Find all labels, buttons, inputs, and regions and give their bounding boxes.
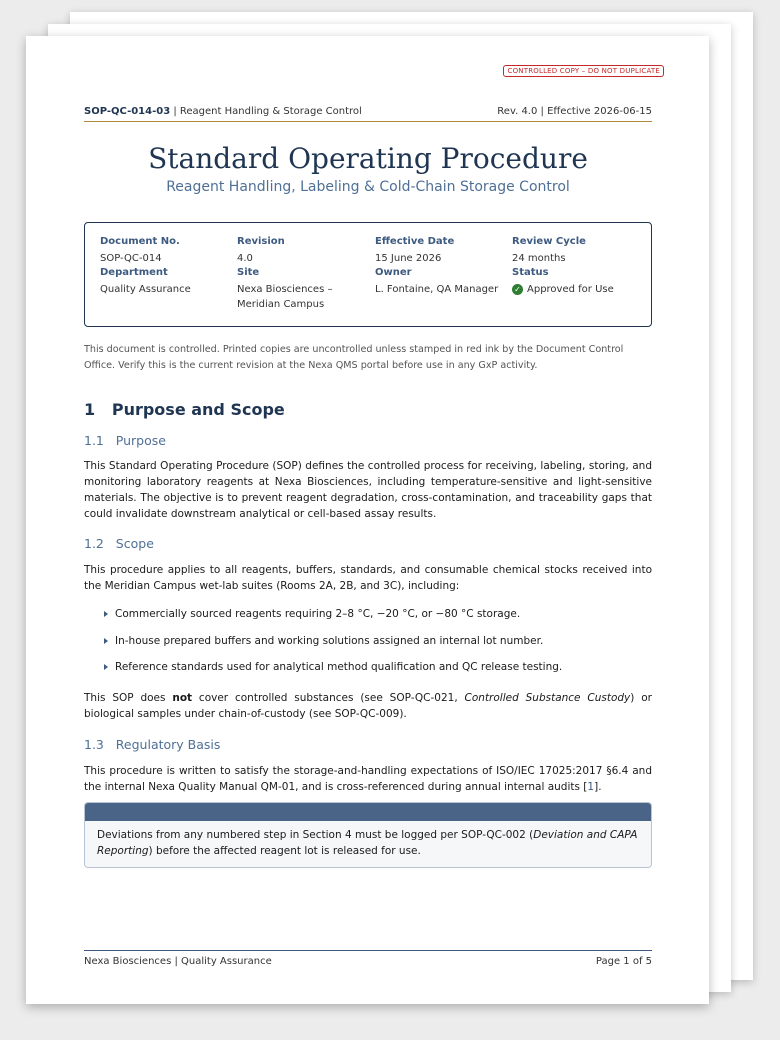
section-1-1-heading: 1.1 Purpose [84,433,166,448]
callout-text [85,821,651,865]
section-1-2-heading: 1.2 Scope [84,536,154,551]
exclusion-text-c: ) or biological samples under chain-of-custody (see SOP-QC-009). [84,692,652,720]
list-item [104,635,543,647]
exclusion-reference: Controlled Substance Custody [464,692,631,704]
callout-text-b: ) before the affected reagent lot is released for use. [148,845,421,857]
page-title: Standard Operating Procedure [148,142,588,175]
department-label: Department [100,267,168,278]
regulatory-paragraph [84,763,652,795]
revision-value: 4.0 [237,253,253,264]
header-left [84,106,362,117]
purpose-paragraph: This Standard Operating Procedure (SOP) defines the controlled process for receiving, labeling, storing, and monitoring laboratory reagents at Nexa Biosciences, including temperature-sensitive and light-sensitive materials. The objective is to prevent reagent degradation, cross-contamination, and traceability gaps that could invalidate downstream analytical or cell-based assay results. [84,460,652,520]
doc-no-value: SOP-QC-014 [100,253,162,264]
exclusion-text-a: This SOP does [84,692,173,704]
regulatory-text-end: ]. [594,781,602,793]
controlled-document-notice: This document is controlled. Printed copies are uncontrolled unless stamped in red ink by the Document Control Office. Verify this is the current revision at the Nexa QMS portal before use in any GxP activity. [84,344,624,371]
exclusion-text-b: cover controlled substances (see SOP-QC-021, [192,692,465,704]
bullet-triangle-icon [104,611,108,617]
effective-date-label: Effective Date [375,236,455,247]
review-cycle-label: Review Cycle [512,236,586,247]
section-1-3-heading: 1.3 Regulatory Basis [84,737,221,752]
citation-link[interactable]: 1 [587,781,595,793]
site-label: Site [237,267,260,278]
department-value: Quality Assurance [100,284,191,295]
exclusion-not: not [172,692,193,704]
header-rule [84,121,652,122]
effective-date-value: 15 June 2026 [375,253,442,264]
site-line-2: Meridian Campus [237,299,325,310]
status-badge [512,282,614,297]
site-value [237,282,332,312]
review-cycle-value: 24 months [512,253,566,264]
controlled-copy-stamp: CONTROLLED COPY – DO NOT DUPLICATE [503,65,664,77]
scope-paragraph: This procedure applies to all reagents, buffers, standards, and consumable chemical stocks received into the Meridian Campus wet-lab suites (Rooms 2A, 2B, and 3C), including: [84,564,652,592]
running-footer [84,956,652,967]
header-revision: Rev. 4.0 | Effective 2026-06-15 [497,106,652,117]
footer-left: Nexa Biosciences | Quality Assurance [84,956,272,967]
status-value: Approved for Use [527,284,614,295]
list-item-text: Reference standards used for analytical method qualification and QC release testing. [115,661,563,673]
header-doc-id: SOP-QC-014-03 [84,106,171,117]
page-number: Page 1 of 5 [595,956,652,967]
list-item-text: Commercially sourced reagents requiring 2–8 °C, −20 °C, or −80 °C storage. [115,608,521,620]
revision-label: Revision [237,236,285,247]
status-label: Status [512,267,549,278]
list-item-text: In-house prepared buffers and working solutions assigned an internal lot number. [115,635,544,647]
header-doc-title: | Reagent Handling & Storage Control [170,106,362,117]
callout-header-bar [85,803,651,821]
bullet-triangle-icon [104,664,108,670]
page-subtitle: Reagent Handling, Labeling & Cold-Chain Storage Control [166,179,570,195]
owner-label: Owner [375,267,412,278]
exclusion-paragraph [84,690,652,722]
list-item [104,661,562,673]
footer-rule [84,950,652,951]
check-circle-icon: ✓ [512,284,523,295]
bullet-triangle-icon [104,638,108,644]
callout-reference: Deviation and CAPA Reporting [97,829,638,857]
running-header [84,106,652,117]
deviation-callout [84,802,652,868]
list-item [104,608,520,620]
document-page [26,36,709,1004]
site-line-1: Nexa Biosciences – [237,284,333,295]
owner-value: L. Fontaine, QA Manager [375,284,499,295]
document-metadata-box [84,222,652,327]
doc-no-label: Document No. [100,236,180,247]
callout-text-a: Deviations from any numbered step in Section 4 must be logged per SOP-QC-002 ( [97,829,534,841]
section-1-heading: 1 Purpose and Scope [84,400,285,419]
regulatory-text: This procedure is written to satisfy the storage-and-handling expectations of ISO/IEC 17025:2017 §6.4 and the internal Nexa Quality Manual QM-01, and is cross-referenced during annual internal audits [ [84,765,652,793]
